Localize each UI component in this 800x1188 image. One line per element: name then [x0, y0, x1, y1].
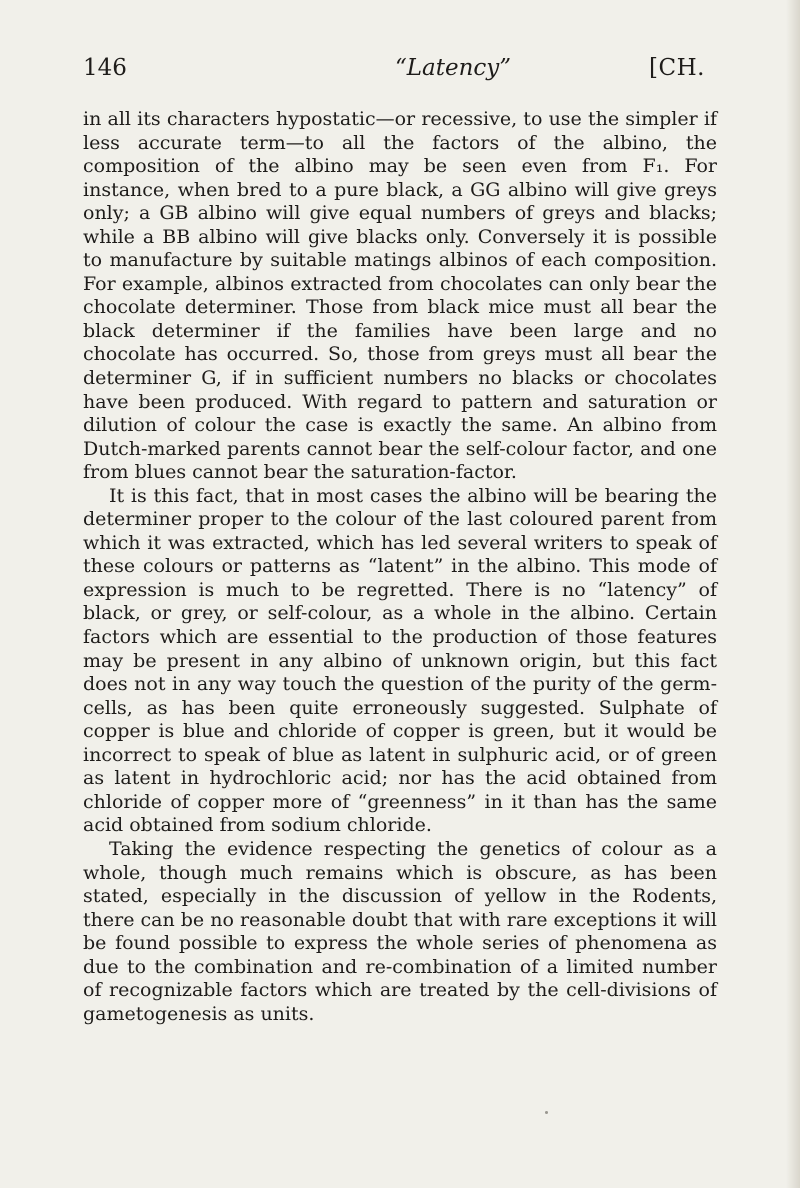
page-edge-shadow: [786, 0, 800, 1188]
page-number: 146: [83, 55, 127, 81]
body-text: [83, 108, 717, 1026]
running-head: [83, 48, 795, 88]
paragraph: in all its characters hypostatic—or recessive, to use the simpler if less accurate term—to all the factors of the albino, the composition of the albino may be seen even from F₁. For instance, when bred to a pure black, a GG albino will give greys only; a GB albino will give equal numbers of greys and blacks; while a BB albino will give blacks only. Conversely it is possible to manufacture by suitable matings albinos of each composition. For example, albinos extracted from chocolates can only bear the chocolate determiner. Those from black mice must all bear the black determiner if the families have been large and no chocolate has occurred. So, those from greys must all bear the determiner G, if in sufficient numbers no blacks or chocolates have been produced. With regard to pattern and saturation or dilution of colour the case is exactly the same. An albino from Dutch-marked parents cannot bear the self-colour factor, and one from blues cannot bear the saturation-factor.: [83, 108, 717, 484]
running-title: “Latency”: [395, 55, 512, 81]
paragraph: It is this fact, that in most cases the albino will be bearing the determiner proper to the colour of the last coloured parent from which it was extracted, which has led several writers to speak of these colours or patterns as “latent” in the albino. This mode of expression is much to be regretted. There is no “latency” of black, or grey, or self-colour, as a whole in the albino. Certain factors which are essential to the production of those features may be present in any albino of unknown origin, but this fact does not in any way touch the question of the purity of the germ-cells, as has been quite erroneously suggested. Sulphate of copper is blue and chloride of copper is green, but it would be incorrect to speak of blue as latent in sulphuric acid, or of green as latent in hydrochloric acid; nor has the acid obtained from chloride of copper more of “greenness” in it than has the same acid obtained from sodium chloride.: [83, 484, 717, 837]
paper-speck: [545, 1111, 548, 1114]
chapter-marker: [CH.: [649, 55, 705, 81]
paragraph: Taking the evidence respecting the genetics of colour as a whole, though much remains which is obscure, as has been stated, especially in the discussion of yellow in the Rodents, there can be no reasonable doubt that with rare exceptions it will be found possible to express the whole series of phenomena as due to the combination and re-combination of a limited number of recognizable factors which are treated by the cell-divisions of gametogenesis as units.: [83, 837, 717, 1025]
